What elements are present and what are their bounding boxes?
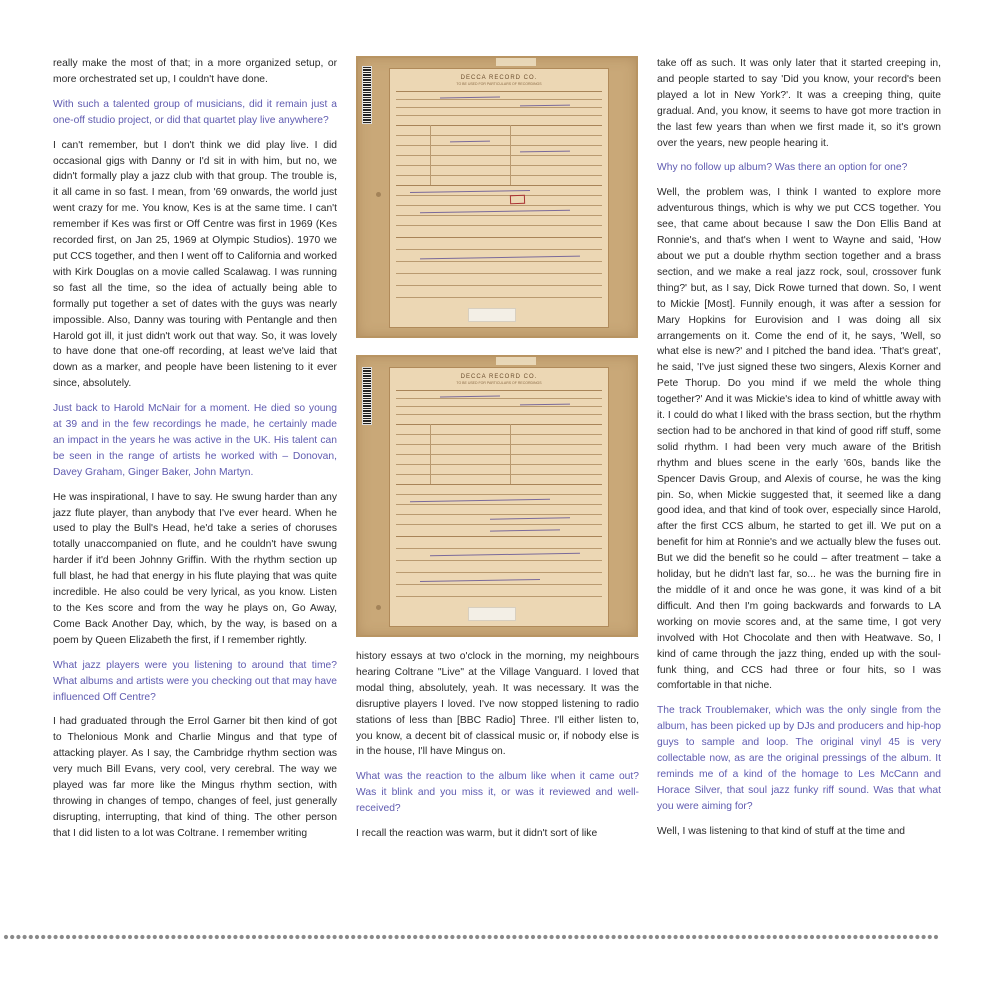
interview-answer: He was inspirational, I have to say. He swung harder than any jazz flute player, than anybody that I've ever heard. When he used to play the Bull's Head, he'd take a series of choruses totally unaccompanied on flute, and he couldn't have swung harder if it'd been Johnny Griffin. With the rhythm section up full blast, he had that energy in his flute playing that was quite incredible. He also could be very lyrical, as you know. Listen to the Kes score and from the way he plays on, Go Away, Come Back Another Day, which, by the way, is based on a poem by Queen Elizabeth the first, if I remember rightly. — [53, 491, 337, 646]
recording-sheet-heading: DECCA RECORD CO. — [460, 374, 538, 380]
article-column-left — [53, 56, 337, 851]
barcode-sticker — [362, 367, 372, 425]
interview-question: Why no follow up album? Was there an option for one? — [657, 162, 908, 174]
dotted-divider — [0, 932, 1000, 942]
interview-answer: really make the most of that; in a more organized setup, or more orchestrated set up, I couldn't have done. — [53, 58, 337, 85]
interview-question: What jazz players were you listening to around that time? What albums and artists were you checking out that may have influenced Off Centre? — [53, 659, 337, 703]
recording-sheet-subheading: TO BE USED FOR PARTICULARS OF RECORDINGS — [456, 82, 542, 86]
interview-answer: history essays at two o'clock in the morning, my neighbours hearing Coltrane "Live" at the Village Vanguard. I loved that modal thing, absolutely, yeah. It was necessary. It was the disruptive players I loved. I've now stopped listening to radio stations of less than [BBC Radio] Three. I'll either listen to, you know, a decent bit of classical music or, if nobody else is in the house, I'll have Mingus on. — [356, 651, 639, 758]
interview-answer: take off as such. It was only later that it started creeping in, and people started to say 'Did you know, your record's been played a lot in New York?'. It was a creeping thing, quite gradual. And, you know, it seems to have got more traction in the last few years than when we first made it, so it's grown over the years, new people hearing it. — [657, 58, 941, 149]
article-column-right — [657, 56, 941, 849]
tape-box-card-bottom — [356, 355, 638, 637]
interview-answer: I had graduated through the Errol Garner bit then kind of got to Thelonious Monk and Charlie Mingus and that type of attacking player. As I say, the Cambridge rhythm section was very much Bill Evans, very cool, very cerebral. The way we played was far more like the Mingus rhythm section, with throwing in changes of tempo, changes of feel, just generally disrupting, interrupting, that kind of thing. The other person that I did listen to a lot was Coltrane. I remember writing — [53, 716, 337, 839]
tape-box-card-top — [356, 56, 638, 338]
interview-question: What was the reaction to the album like when it came out? Was it blink and you miss it, or was it reviewed and well-received? — [356, 771, 639, 815]
recording-sheet-heading: DECCA RECORD CO. — [460, 75, 538, 81]
recording-sheet — [389, 367, 609, 627]
interview-question: Just back to Harold McNair for a moment. He died so young at 39 and in the few recordings he made, he certainly made an impact in the years he was active in the UK. His talent can be seen in the range of artists he worked with – Donovan, Davey Graham, Ginger Baker, John Martyn. — [53, 403, 337, 478]
interview-answer: Well, I was listening to that kind of stuff at the time and — [657, 825, 906, 837]
interview-question: The track Troublemaker, which was the only single from the album, has been picked up by DJs and producers and hip-hop guys to sample and loop. The original vinyl 45 is very collectable now, as are the original pressings of the album. It reminds me of a kind of the homage to Les McCann and Horace Silver, that soul jazz funky riff sound. Was that what you were aiming for? — [657, 705, 941, 812]
barcode-sticker — [362, 66, 372, 124]
red-stamp — [510, 195, 525, 205]
article-column-middle — [356, 649, 639, 851]
interview-answer: I can't remember, but I don't think we did play live. I did occasional gigs with Danny or I'd sit in with him, but no, we didn't formally play a jazz club with that group. The trouble is, it all came in so fast. I mean, from '69 onwards, the world just went crazy for me. You know, Kes is at the same time. I can't remember if Kes was first or Off Centre was first in 1969 (Kes recorded first, on Jan 25, 1969 at Olympic Studios). 1970 we put CCS together, and then I went off to California and worked with Kirk Douglas on a movie called Scalawag. I was running so fast all the time, so the idea of actually being able to formally put together a set of dates with the guys was nearly impossible. Also, Danny was touring with Pentangle and then Harold got ill, it just didn't work out that way. So, it was lovely to have done that one-off recording, at least we've laid that down as a marker, and people have been listening to it ever since, absolutely. — [53, 139, 337, 390]
catalog-label — [468, 607, 516, 621]
interview-answer: Well, the problem was, I think I wanted to explore more adventurous things, which is why we put CCS together. You see, that came about because I saw the Don Ellis Band at Ronnie's, and that's when I went to Wayne and said, 'How about we put a double rhythm section together and a brass section, and we make a real jazz rock, soul, crossover funk thing?' but, as I say, Dick Rowe turned that down. So, I went to Mickie [Most]. Funnily enough, it was after a session for Mary Hopkins for Eurovision and I was doing all six arrangements on it. Come the end of it, he says, 'Well, so what else is new?' and I pitched the band idea. 'That's great', he said, 'I've just signed these two singers, Alexis Korner and Pete Thorup. Do you mind if we meld the whole thing together?' And it was Mickie's idea to kind of whittle away with it. I could do what I liked with the brass section, but the rhythm section had to be anchored in that kind of good riff stuff, some solid rhythm. I had been very much aware of the British rhythm and blues scene in the early '60s, bands like the Spencer Davis Group, and Alexis of course, he was the king pin. So, when Mickie suggested that, it seemed like a dang good idea, and that kind of took over, especially since Harold, after the first CCS album, he started to get ill. We put on a benefit for him at Ronnie's and we actually blew the fuses out. But we did the benefit so he could – after treatment – take a holiday, but he didn't last far, so... he was the burning fire in the middle of it and once he was gone, it was kind of a bit difficult. And then I'm going backwards and forwards to LA working on movie scores and, at the same time, I got very involved with Hot Chocolate and then with Heatwave. So, I kind of came through the jazz thing, ended up with the soul-funk thing, and CCS had three or four hits, so I was comfortable in that niche. — [657, 187, 941, 692]
interview-question: With such a talented group of musicians, did it remain just a one-off studio project, or did that quartet play live anywhere? — [53, 98, 337, 126]
recording-sheet — [389, 68, 609, 328]
interview-answer: I recall the reaction was warm, but it didn't sort of like — [356, 828, 598, 840]
recording-sheet-subheading: TO BE USED FOR PARTICULARS OF RECORDINGS — [456, 381, 542, 385]
catalog-label — [468, 308, 516, 322]
